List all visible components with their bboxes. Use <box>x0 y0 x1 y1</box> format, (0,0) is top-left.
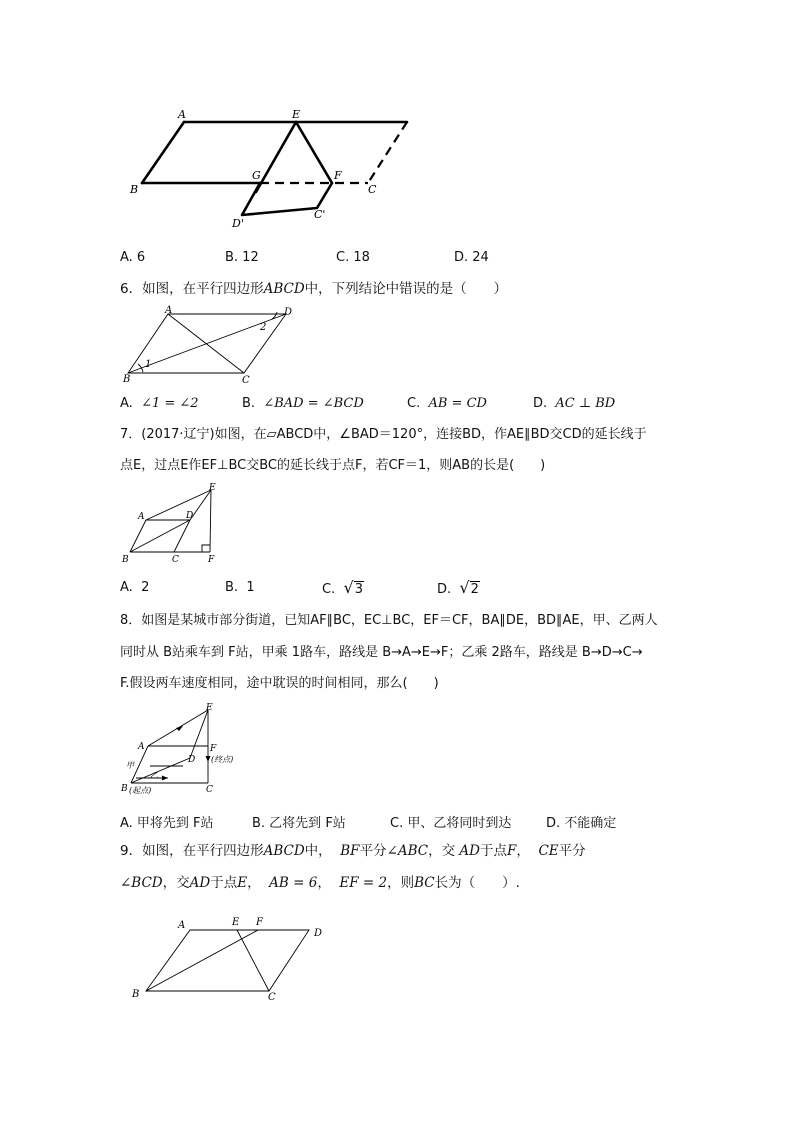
q8-option-d: D. 不能确定 <box>546 816 617 831</box>
q8-label-start: (起点) <box>129 786 152 795</box>
q5-option-a: A. 6 <box>120 250 146 265</box>
q9-label-f: F <box>256 917 263 928</box>
q6-stem: 6．如图，在平行四边形ABCD中，下列结论中错误的是（ ） <box>120 281 508 297</box>
q9-label-b: B <box>132 989 140 1000</box>
q6-option-b: B. ∠BAD = ∠BCD <box>242 396 364 411</box>
q6-option-a: A. ∠1 = ∠2 <box>120 396 199 411</box>
q7-line-1: 7．(2017·辽宁)如图，在▱ABCD中，∠BAD＝120°，连接BD，作AE∥BD交CD的延长线于 <box>120 427 647 442</box>
q7-label-f: F <box>208 555 215 565</box>
q7-label-a: A <box>138 512 145 522</box>
q7-figure <box>118 482 228 567</box>
q8-label-end: (终点) <box>211 755 234 764</box>
q5-label-c: C <box>368 183 377 196</box>
q8-label-d: D <box>188 755 196 765</box>
q9-label-a: A <box>178 920 186 931</box>
sqrt-icon: √ <box>343 578 354 597</box>
q7-label-c: C <box>172 555 179 565</box>
q8-line-2: 同时从 B站乘车到 F站，甲乘 1路车，路线是 B→A→E→F；乙乘 2路车，路线是 B→D→C→ <box>120 645 643 660</box>
q7-option-c: C. √3 <box>322 578 363 597</box>
q6-label-d: D <box>284 307 293 318</box>
q8-label-jia: 甲 <box>126 761 134 770</box>
q8-label-f: F <box>210 744 217 754</box>
q8-option-a: A. 甲将先到 F站 <box>120 816 214 831</box>
q7-option-a: A. 2 <box>120 580 150 595</box>
q8-line-1: 8．如图是某城市部分街道，已知AF∥BC，EC⊥BC，EF＝CF，BA∥DE，BD∥AE，甲、乙两人 <box>120 613 658 628</box>
q5-label-f: F <box>334 169 342 182</box>
q8-label-a: A <box>138 742 145 752</box>
q8-figure <box>118 700 258 800</box>
q5-option-d: D. 24 <box>454 250 489 265</box>
q8-label-yi: 乙 <box>150 771 158 780</box>
q6-option-d: D. AC ⊥ BD <box>533 396 616 411</box>
q5-label-g: G <box>252 169 261 182</box>
q6-option-c: C. AB = CD <box>407 396 487 411</box>
q6-angle-2: 2 <box>260 322 267 333</box>
q8-label-c: C <box>206 785 213 795</box>
q8-line-3: F.假设两车速度相同，途中耽误的时间相同，那么( ) <box>120 676 439 691</box>
q5-label-d-prime: D' <box>232 217 244 230</box>
q9-label-d: D <box>314 928 323 939</box>
q9-line-2: ∠BCD，交AD于点E， AB = 6， EF = 2，则BC长为（ ）. <box>120 875 520 891</box>
q5-label-e: E <box>292 108 301 121</box>
q6-figure <box>120 305 300 385</box>
q8-option-c: C. 甲、乙将同时到达 <box>390 816 512 831</box>
q5-figure <box>120 100 430 235</box>
q5-option-c: C. 18 <box>336 250 370 265</box>
q7-label-b: B <box>122 555 129 565</box>
q8-label-b: B <box>121 784 128 794</box>
q7-option-d: D. √2 <box>437 578 479 597</box>
q5-label-b: B <box>130 183 139 196</box>
q6-angle-1: 1 <box>145 359 152 370</box>
q9-figure <box>128 912 338 1007</box>
q6-label-a: A <box>165 305 173 316</box>
sqrt-icon: √ <box>459 578 470 597</box>
q5-option-b: B. 12 <box>225 250 259 265</box>
q5-label-c-prime: C' <box>314 208 326 221</box>
q9-label-e: E <box>232 917 240 928</box>
q9-label-c: C <box>268 992 276 1003</box>
q6-label-b: B <box>123 374 131 385</box>
q7-option-b: B. 1 <box>225 580 255 595</box>
q8-label-e: E <box>206 703 213 713</box>
q5-label-a: A <box>178 108 186 121</box>
q6-label-c: C <box>242 375 250 385</box>
q9-line-1: 9．如图，在平行四边形ABCD中， BF平分∠ABC，交 AD于点F， CE平分 <box>120 843 586 859</box>
q8-option-b: B. 乙将先到 F站 <box>252 816 346 831</box>
q7-label-e: E <box>209 483 216 493</box>
q7-line-2: 点E，过点E作EF⊥BC交BC的延长线于点F，若CF＝1，则AB的长是( ) <box>120 458 546 473</box>
q7-label-d: D <box>186 511 194 521</box>
